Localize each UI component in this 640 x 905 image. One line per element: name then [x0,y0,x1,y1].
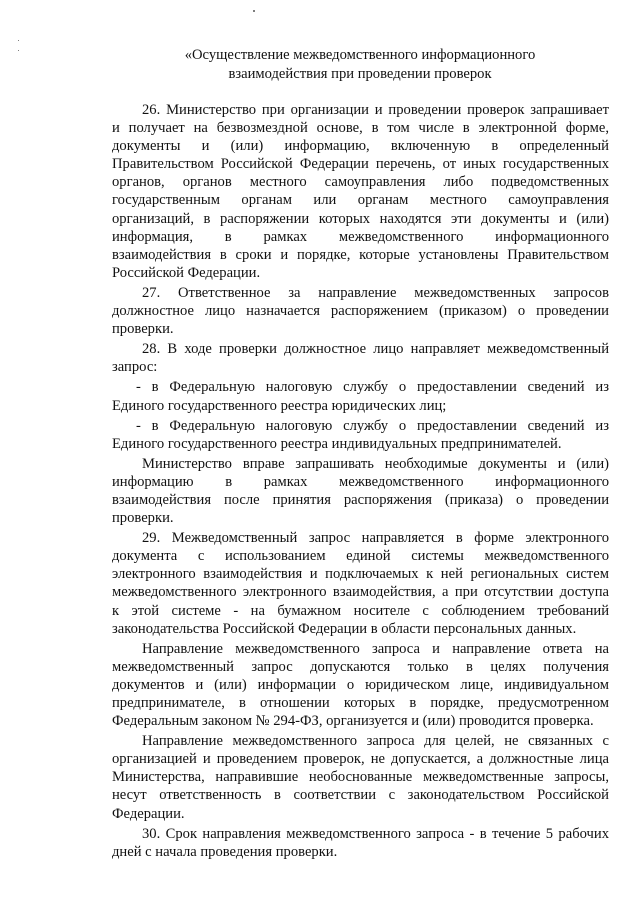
paragraph-28-ministry-right [112,455,609,527]
text-line: организацией и проведением проверок, не допускается, а должностные лица [112,751,609,768]
document-body [112,101,609,861]
text-line: документы и (или) информацию, включенную в определенный [112,138,609,155]
text-line: Российской Федерации. [112,264,261,281]
text-line: Единого государственного реестра юридических лиц; [112,397,447,414]
text-line: электронного взаимодействия и подключаемых к ней региональных систем [112,566,609,583]
text-line: 28. В ходе проверки должностное лицо направляет межведомственный [142,341,609,358]
text-line: к этой системе - на бумажном носителе с соблюдением требований [112,602,609,619]
text-line: проверки. [112,321,174,338]
text-line: должностное лицо назначается распоряжением (приказом) о проведении [112,303,609,320]
paragraph-30 [112,825,609,861]
text-line: организаций, в распоряжении которых находятся эти документы и (или) [112,210,609,227]
section-title-line: взаимодействия при проведении проверок [228,66,492,82]
text-line: Министерство вправе запрашивать необходимые документы и (или) [142,455,609,472]
paragraph-27 [112,284,609,338]
text-line: Федерации. [112,805,185,822]
text-line: дней с начала проведения проверки. [112,843,338,860]
text-line: межведомственный запрос допускаются только в целях получения [112,658,609,675]
text-line: органов, органов местного самоуправления либо подведомственных [112,174,609,191]
text-line: Министерства, направившие необоснованные межведомственные запросы, [112,769,609,786]
text-line: предпринимателе, в отношении которых в порядке, предусмотренном [112,695,609,711]
text-line: государственным органам или органам местного самоуправления [112,192,609,209]
section-title-line: «Осуществление межведомственного информационного [184,47,536,63]
paragraph-28-item-legal-entities [112,378,609,414]
text-line: взаимодействия после принятия распоряжения (приказа) о проведении [112,491,609,508]
text-line: законодательства Российской Федерации в области персональных данных. [112,620,577,637]
text-line: - в Федеральную налоговую службу о предоставлении сведений из [136,379,609,396]
text-line: несут ответственность в соответствии с законодательством Российской [112,787,609,804]
text-line: Федеральным законом № 294-ФЗ, организуется и (или) проводится проверка. [112,713,594,730]
text-line: взаимодействия в сроки и порядке, которые установлены Правительством [112,246,609,263]
text-line: 27. Ответственное за направление межведомственных запросов [142,284,609,301]
text-line: 26. Министерство при организации и проведении проверок запрашивает [142,102,609,118]
text-line: Направление межведомственного запроса для целей, не связанных с [142,733,609,750]
text-line: информацию в рамках межведомственного информационного [112,473,609,490]
paragraph-28-item-entrepreneurs [112,417,609,453]
text-line: Единого государственного реестра индивидуальных предпринимателей. [112,435,562,452]
text-line: информация, в рамках межведомственного информационного [112,228,609,245]
text-line: 30. Срок направления межведомственного запроса - в течение 5 рабочих [142,825,609,842]
text-line: и получает на безвозмездной основе, в том числе в электронной форме, [112,120,609,137]
text-line: запрос: [112,359,158,376]
paragraph-28 [112,340,609,376]
text-line: 29. Межведомственный запрос направляется в форме электронного [142,530,609,547]
text-line: Правительством Российской Федерации перечень, от иных государственных [112,156,609,173]
scan-speck [18,50,19,51]
text-line: документа с использованием единой системы межведомственного [112,548,609,565]
text-line: - в Федеральную налоговую службу о предоставлении сведений из [136,417,609,434]
text-line: межведомственного электронного взаимодействия, а при отсутствии доступа [112,584,609,601]
scan-speck [18,40,19,41]
paragraph-29-responsibility [112,732,609,822]
paragraph-29-purpose [112,640,609,730]
paragraph-26 [112,101,609,282]
text-line: Направление межведомственного запроса и направление ответа на [142,640,609,657]
section-title [120,46,600,84]
text-line: проверки. [112,510,174,527]
text-line: документов и (или) информации о юридическом лице, индивидуальном [112,676,609,693]
scan-speck [253,10,255,12]
paragraph-29 [112,529,609,638]
